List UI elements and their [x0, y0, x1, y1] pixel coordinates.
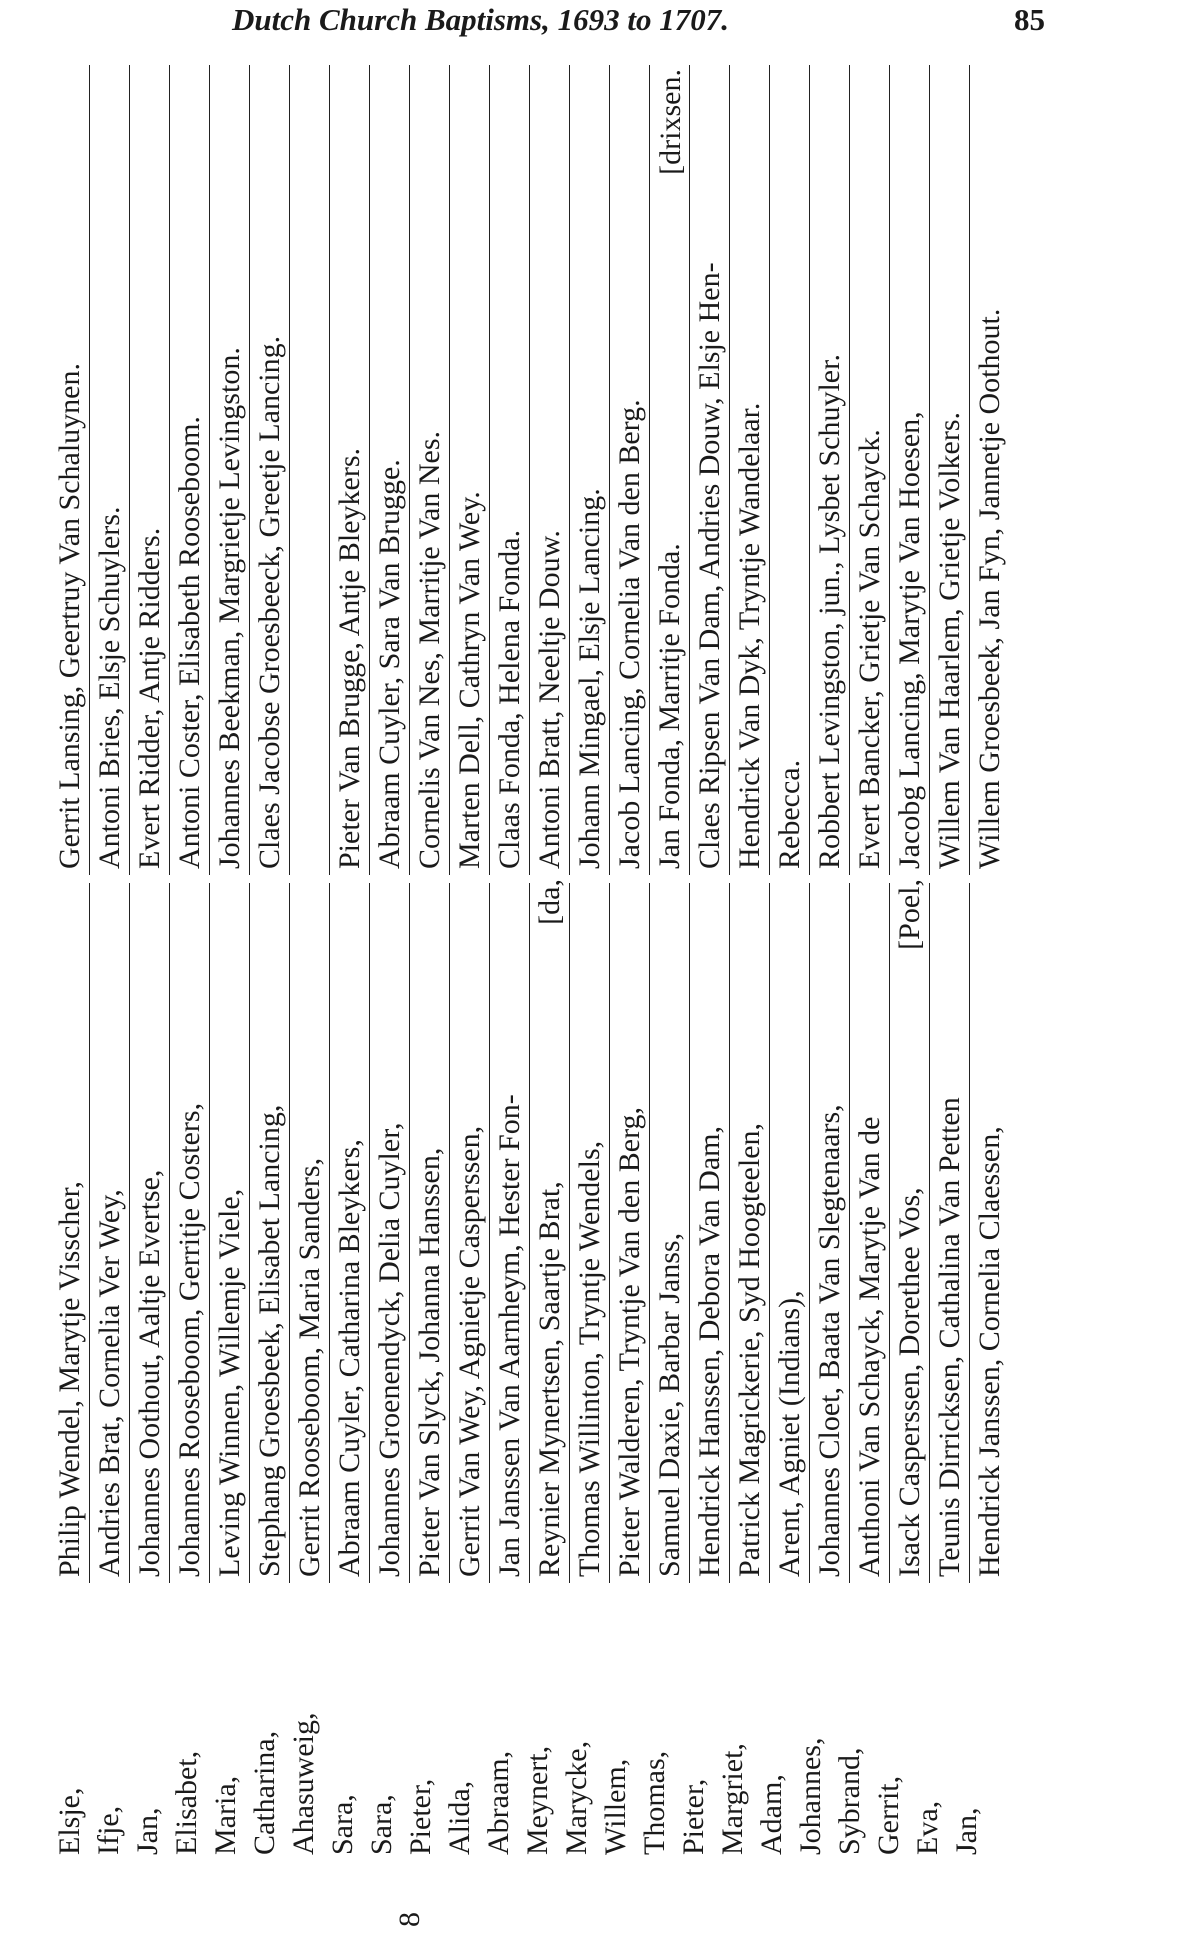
child-name: Gerrit, — [872, 1775, 905, 1855]
child-name: Thomas, — [638, 1750, 671, 1855]
sponsors-entry: Antoni Bratt, Neeltje Douw. — [529, 65, 569, 875]
sponsors-entry: Johannes Beekman, Margrietje Levingston. — [209, 65, 249, 875]
sponsors-entry: Antoni Coster, Elisabeth Rooseboom. — [169, 65, 209, 875]
sponsors-entry: Marten Dell, Cathryn Van Wey. — [449, 65, 489, 875]
parents-entry: Abraam Cuyler, Catharina Bleykers, — [329, 883, 369, 1583]
sponsors-entry: Jan Fonda, Marritje Fonda. — [649, 65, 689, 875]
sponsors-entry: Antoni Bries, Elsje Schuylers. — [89, 65, 129, 875]
parents-entry: Johannes Oothout, Aaltje Evertse, — [129, 883, 169, 1583]
sponsors-entry: Robbert Levingston, jun., Lysbet Schuyler. — [809, 65, 849, 875]
child-name: Elisabet, — [170, 1750, 203, 1855]
parents-entry: Leving Winnen, Willemje Viele, — [209, 883, 249, 1583]
child-name: Pieter, — [677, 1778, 710, 1855]
page-number: 85 — [1014, 2, 1045, 37]
parents-entry: Teunis Dirricksen, Cathalina Van Petten — [929, 883, 969, 1583]
parents-continuation: [Poel, — [893, 879, 926, 950]
sponsors-entry: Gerrit Lansing, Geertruy Van Schaluynen. — [53, 363, 86, 869]
child-name: Margriet, — [716, 1743, 749, 1855]
sponsors-entry — [289, 65, 329, 875]
sponsors-continuation: [drixsen. — [654, 69, 687, 175]
parents-entry: Andries Brat, Cornelia Ver Wey, — [89, 883, 129, 1583]
sponsors-entry: Jacobg Lancing, Marytje Van Hoesen, — [889, 65, 929, 875]
child-name: Adam, — [755, 1774, 788, 1855]
parents-entry: Thomas Willinton, Tryntje Wendels, — [569, 883, 609, 1583]
parents-entry: Johannes Groenendyck, Delia Cuyler, — [369, 883, 409, 1583]
parents-entry: Gerrit Rooseboom, Maria Sanders, — [289, 883, 329, 1583]
parents-entry: Johannes Cloet, Baata Van Slegtenaars, — [809, 883, 849, 1583]
parents-text: Reynier Mynertsen, Saartje Brat, — [533, 1181, 566, 1577]
parents-continuation: [da, — [533, 879, 566, 925]
child-name: Jan, — [950, 1807, 983, 1855]
child-name: Jan, — [131, 1807, 164, 1855]
sponsors-entry: Jacob Lancing, Cornelia Van den Berg. — [609, 65, 649, 875]
parents-entry: Pieter Van Slyck, Johanna Hanssen, — [409, 883, 449, 1583]
child-name: Willem, — [599, 1758, 632, 1855]
sponsors-entry: Willem Groesbeek, Jan Fyn, Jannetje Oothout. — [969, 65, 1009, 875]
sponsors-entry: Abraam Cuyler, Sara Van Brugge. — [369, 65, 409, 875]
parents-column — [50, 879, 1009, 1583]
child-name: Catharina, — [248, 1730, 281, 1855]
parents-entry: Anthoni Van Schayck, Marytje Van de — [849, 883, 889, 1583]
signature-mark: 8 — [393, 1912, 426, 1927]
sponsors-entry: Evert Bancker, Grietje Van Schayck. — [849, 65, 889, 875]
parents-entry: Hendrick Hanssen, Debora Van Dam, — [689, 883, 729, 1583]
child-name: Meynert, — [521, 1745, 554, 1855]
child-name: Alida, — [443, 1780, 476, 1855]
parents-entry: Stephang Groesbeek, Elisabet Lancing, — [249, 883, 289, 1583]
child-name: Elsje, — [53, 1787, 86, 1855]
sponsors-text: Claes Ripsen Van Dam, Andries Douw, Elsje Hen- — [693, 262, 726, 869]
child-name: Pieter, — [404, 1778, 437, 1855]
sponsors-entry: Evert Ridder, Antje Ridders. — [129, 65, 169, 875]
parents-entry: Jan Janssen Van Aarnheym, Hester Fon- — [489, 883, 529, 1583]
children-column — [50, 1605, 986, 1855]
parents-text: Isack Casperssen, Dorethee Vos, — [893, 1187, 926, 1577]
child-name: Marycke, — [560, 1740, 593, 1855]
sponsors-entry: Claas Fonda, Helena Fonda. — [489, 65, 529, 875]
parents-entry: Hendrick Janssen, Cornelia Claessen, — [969, 883, 1009, 1583]
child-name: Abraam, — [482, 1750, 515, 1855]
sponsors-entry: Willem Van Haarlem, Grietje Volkers. — [929, 65, 969, 875]
sponsors-column — [50, 65, 1009, 875]
child-name: Sybrand, — [833, 1747, 866, 1855]
child-name: Johannes, — [794, 1737, 827, 1855]
child-name: Ahasuweig, — [287, 1712, 320, 1855]
parents-entry: Philip Wendel, Marytje Visscher, — [53, 1181, 86, 1577]
sponsors-entry: Cornelis Van Nes, Marritje Van Nes. — [409, 65, 449, 875]
parents-entry: Gerrit Van Wey, Agnietje Casperssen, — [449, 883, 489, 1583]
child-name: Ifje, — [92, 1805, 125, 1855]
child-name: Maria, — [209, 1775, 242, 1855]
sponsors-entry: Johann Mingael, Elsje Lancing. — [569, 65, 609, 875]
parents-entry: Patrick Magrickerie, Syd Hoogteelen, — [729, 883, 769, 1583]
parents-entry: Johannes Rooseboom, Gerritje Costers, — [169, 883, 209, 1583]
parents-entry: Arent, Agniet (Indians), — [769, 883, 809, 1583]
child-name: Sara, — [326, 1794, 359, 1855]
child-name: Sara, — [365, 1794, 398, 1855]
running-title: Dutch Church Baptisms, 1693 to 1707. — [232, 2, 729, 37]
child-name: Eva, — [911, 1800, 944, 1855]
sponsors-entry: Claes Jacobse Groesbeeck, Greetje Lancing. — [249, 65, 289, 875]
parents-entry — [889, 879, 929, 1583]
parents-entry: Samuel Daxie, Barbar Janss, — [649, 883, 689, 1583]
sponsors-entry: Hendrick Van Dyk, Tryntje Wandelaar. — [729, 65, 769, 875]
baptism-register-page — [20, 0, 1174, 1955]
parents-entry — [529, 879, 569, 1583]
parents-entry: Pieter Walderen, Tryntje Van den Berg, — [609, 883, 649, 1583]
sponsors-entry: Rebecca. — [769, 65, 809, 875]
sponsors-entry: Pieter Van Brugge, Antje Bleykers. — [329, 65, 369, 875]
